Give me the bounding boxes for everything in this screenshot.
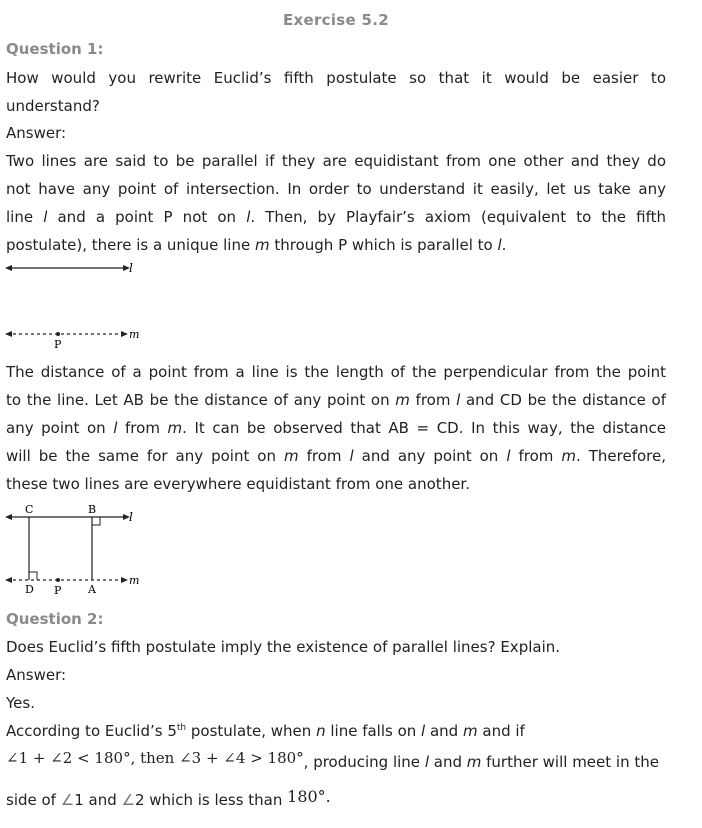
figure-equidistant-lines [0,500,150,600]
right-angle-d [29,572,37,580]
point-p-dot [56,578,60,582]
answer-1-para-2-line-2: to the line. Let AB be the distance of any point on m from l and CD be the distance of [6,391,666,409]
arrow-right-m [121,331,128,337]
arrow-left-m [5,577,12,583]
angle-formula: ∠1 + ∠2 < 180°, then ∠3 + ∠4 > 180° [6,749,304,767]
answer-1-para-1-line-3: line l and a point P not on l. Then, by Playfair’s axiom (equivalent to the fifth [6,208,667,226]
question-2-text: Does Euclid’s fifth postulate imply the existence of parallel lines? Explain. [6,638,561,656]
arrow-left-l [5,514,12,520]
label-point-p: P [54,338,62,351]
question-2-heading: Question 2: [6,610,104,628]
answer-2-label: Answer: [6,666,67,684]
label-a: A [88,583,96,596]
label-line-l: l [129,261,133,275]
answer-2-line-3: side of ∠1 and ∠2 which is less than 180°. [6,787,331,809]
answer-1-para-2-line-1: The distance of a point from a line is the length of the perpendicular from the point [6,363,666,381]
point-p-dot [56,332,60,336]
label-line-m: m [129,574,140,587]
answer-2-line-2: ∠1 + ∠2 < 180°, then ∠3 + ∠4 > 180°, producing line l and m further will meet in the [6,749,659,771]
answer-2-line-1: According to Euclid’s 5th postulate, when n line falls on l and m and if [6,722,525,740]
label-d: D [25,583,34,596]
question-1-text-line-2: understand? [6,97,100,115]
answer-1-para-2-line-5: these two lines are everywhere equidistant from one another. [6,475,470,493]
label-p: P [54,584,62,597]
figure-parallel-lines [0,255,150,355]
answer-1-label: Answer: [6,124,67,142]
label-line-l: l [129,510,133,524]
answer-1-para-2-line-4: will be the same for any point on m from l and any point on l from m. Therefore, [6,447,666,465]
answer-1-para-1-line-2: not have any point of intersection. In order to understand it easily, let us take any [6,180,666,198]
answer-1-para-1-line-4: postulate), there is a unique line m through P which is parallel to l. [6,236,507,254]
arrow-right-m [121,577,128,583]
value-180: 180°. [287,787,331,806]
question-1-text-line-1: How would you rewrite Euclid’s fifth postulate so that it would be easier to [6,69,666,87]
question-1-heading: Question 1: [6,40,104,58]
exercise-title: Exercise 5.2 [282,11,390,29]
answer-1-para-1-line-1: Two lines are said to be parallel if they are equidistant from one other and they do [6,152,666,170]
label-c: C [25,503,34,516]
arrow-left-l [5,265,12,271]
answer-2-yes: Yes. [6,694,35,712]
label-line-m: m [129,328,140,341]
arrow-left-m [5,331,12,337]
label-b: B [88,503,97,516]
right-angle-b [92,517,100,525]
answer-1-para-2-line-3: any point on l from m. It can be observed that AB = CD. In this way, the distance [6,419,666,437]
